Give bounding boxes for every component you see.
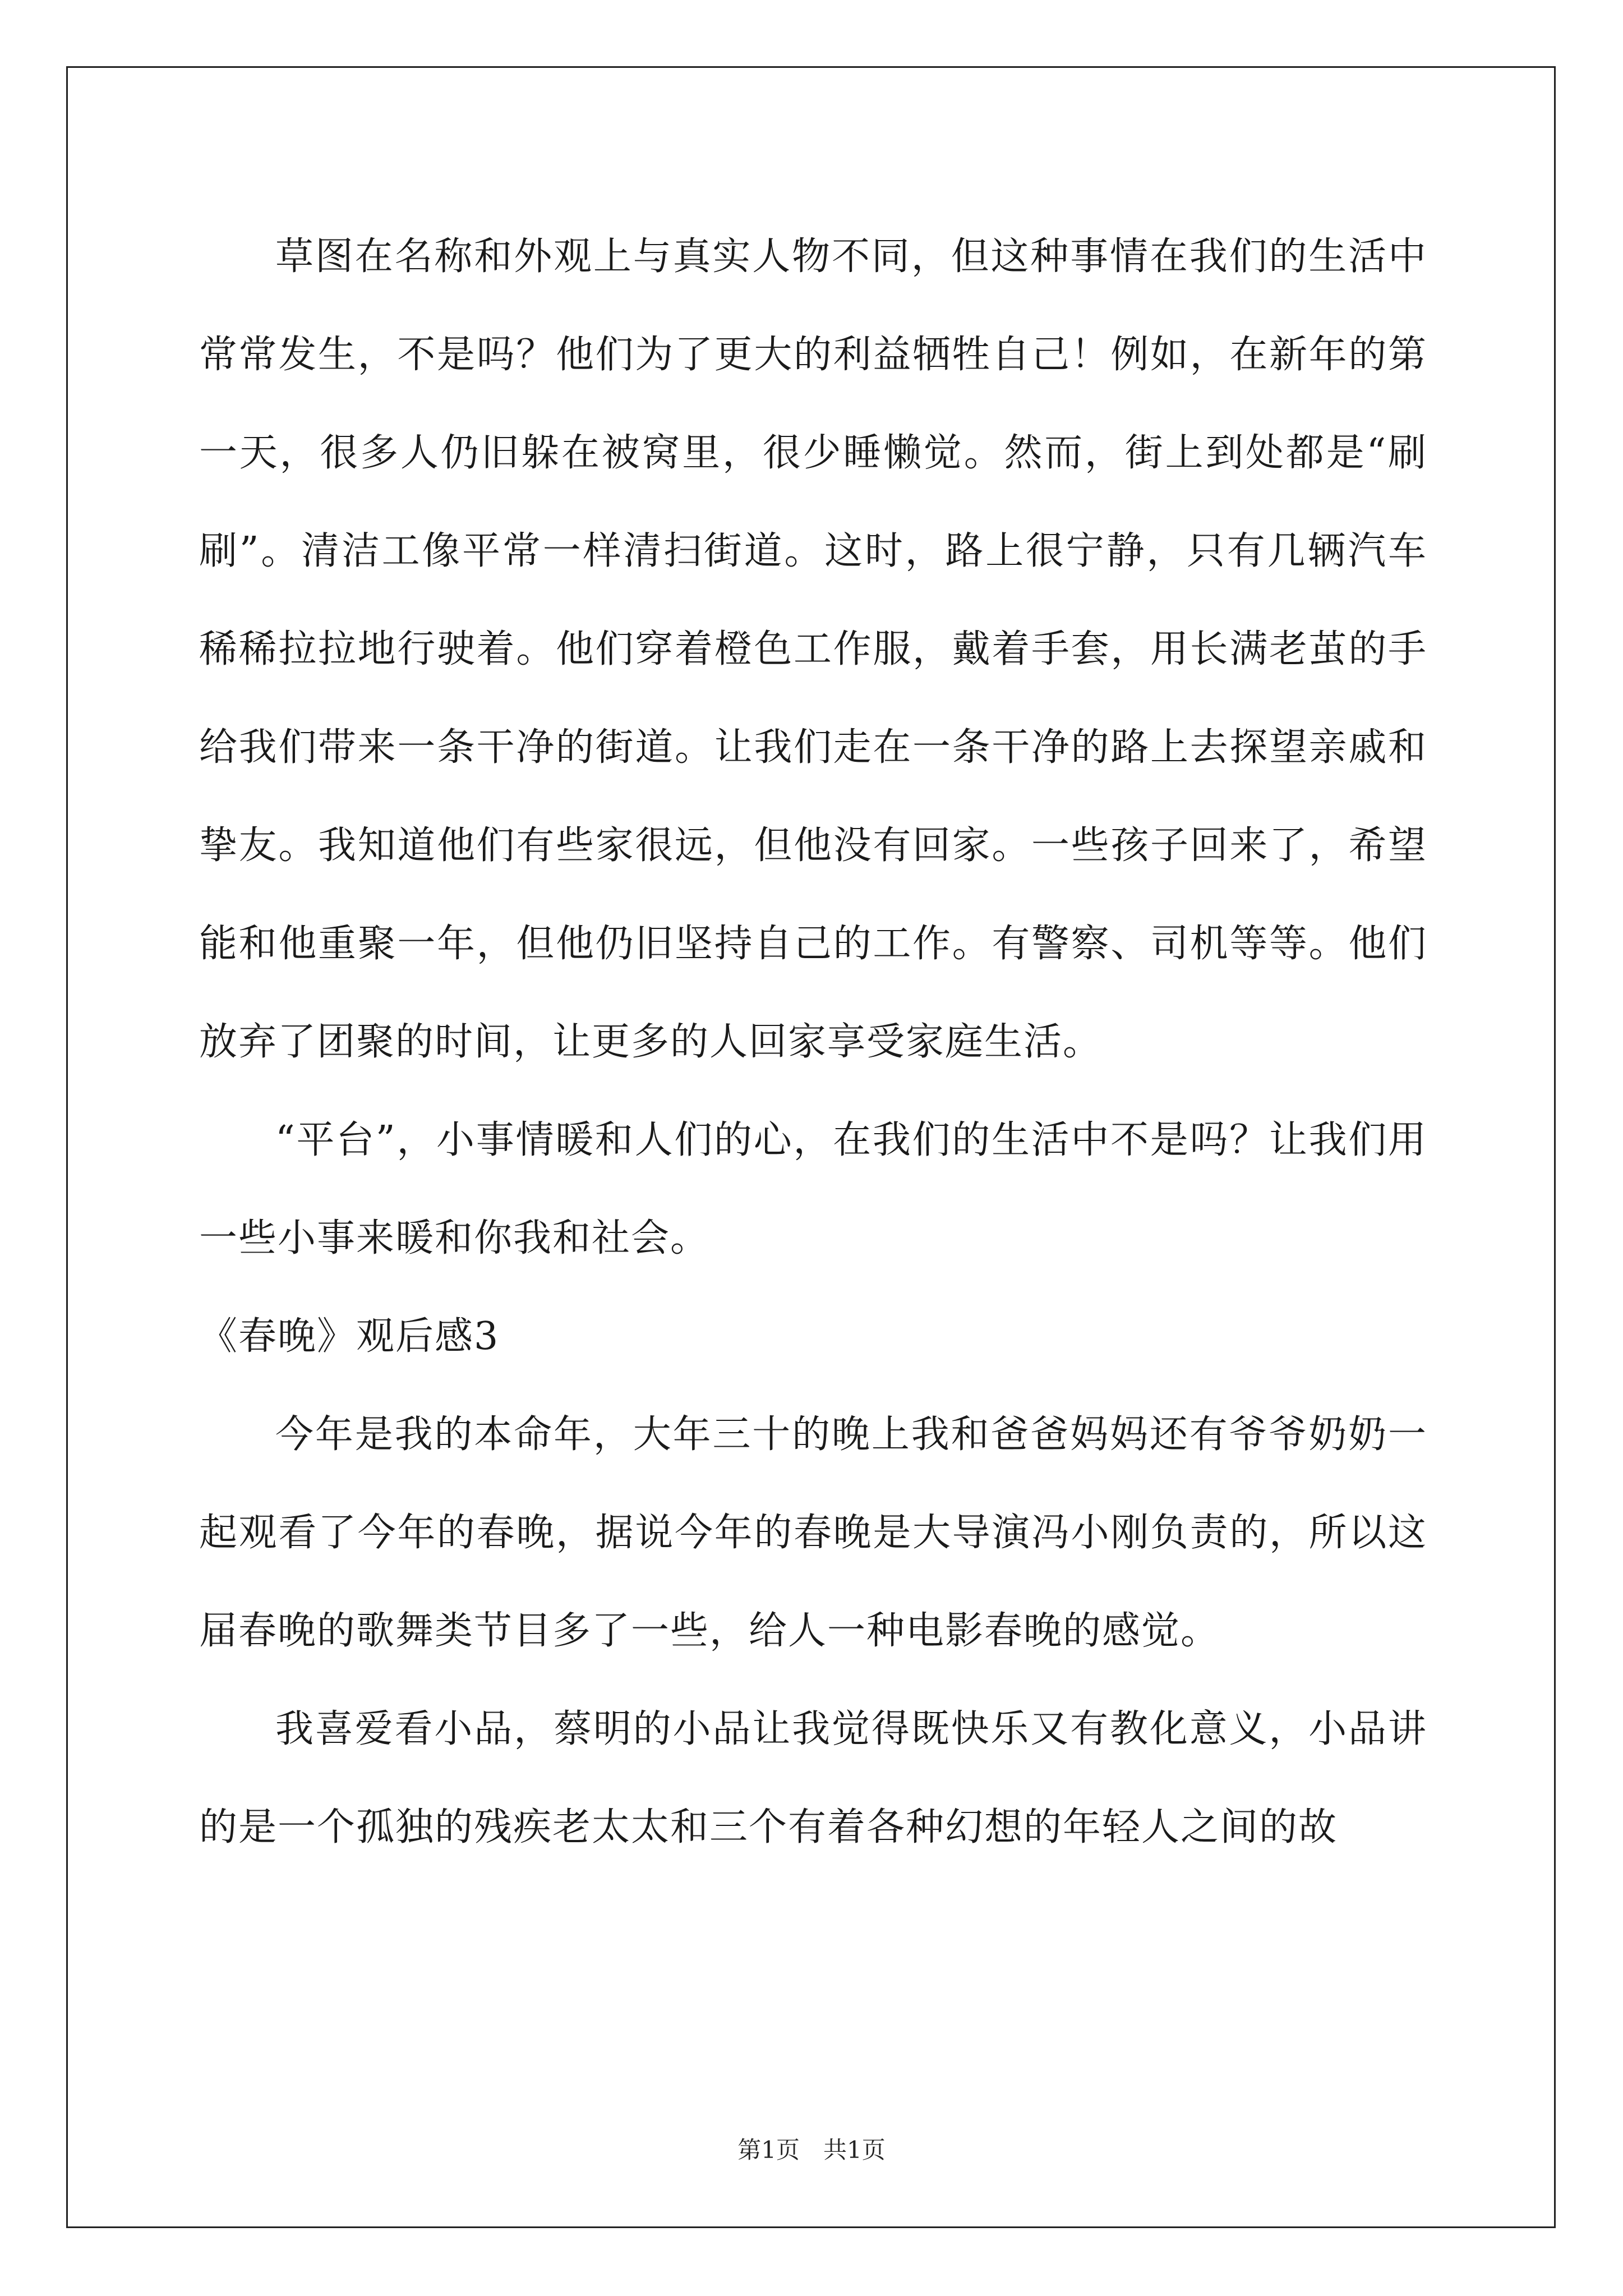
section-title: 《春晚》观后感3: [199, 1314, 500, 1359]
document-body: [199, 208, 1427, 1876]
paragraph-small-things: “平台”，小事情暖和人们的心，在我们的生活中不是吗？让我们用一些小事来暖和你我和社会。: [199, 1118, 1427, 1260]
paragraph-sketch-comedy: 我喜爱看小品，蔡明的小品让我觉得既快乐又有教化意义，小品讲的是一个孤独的残疾老太太和三个有着各种幻想的年轻人之间的故: [199, 1707, 1427, 1849]
paragraph-sketch-cleaners: 草图在名称和外观上与真实人物不同，但这种事情在我们的生活中常常发生，不是吗？他们为了更大的利益牺牲自己！例如，在新年的第一天，很多人仍旧躲在被窝里，很少睡懒觉。然而，街上到处都是“刷刷”。清洁工像平常一样清扫街道。这时，路上很宁静，只有几辆汽车稀稀拉拉地行驶着。他们穿着橙色工作服，戴着手套，用长满老茧的手给我们带来一条干净的街道。让我们走在一条干净的路上去探望亲戚和挚友。我知道他们有些家很远，但他没有回家。一些孩子回来了，希望能和他重聚一年，但他仍旧坚持自己的工作。有警察、司机等等。他们放弃了团聚的时间，让更多的人回家享受家庭生活。: [199, 234, 1427, 1064]
page-number-footer: 第1页 共1页: [737, 2136, 886, 2164]
paragraph-new-year-eve: 今年是我的本命年，大年三十的晚上我和爸爸妈妈还有爷爷奶奶一起观看了今年的春晚，据说今年的春晚是大导演冯小刚负责的，所以这届春晚的歌舞类节目多了一些，给人一种电影春晚的感觉。: [199, 1412, 1427, 1653]
